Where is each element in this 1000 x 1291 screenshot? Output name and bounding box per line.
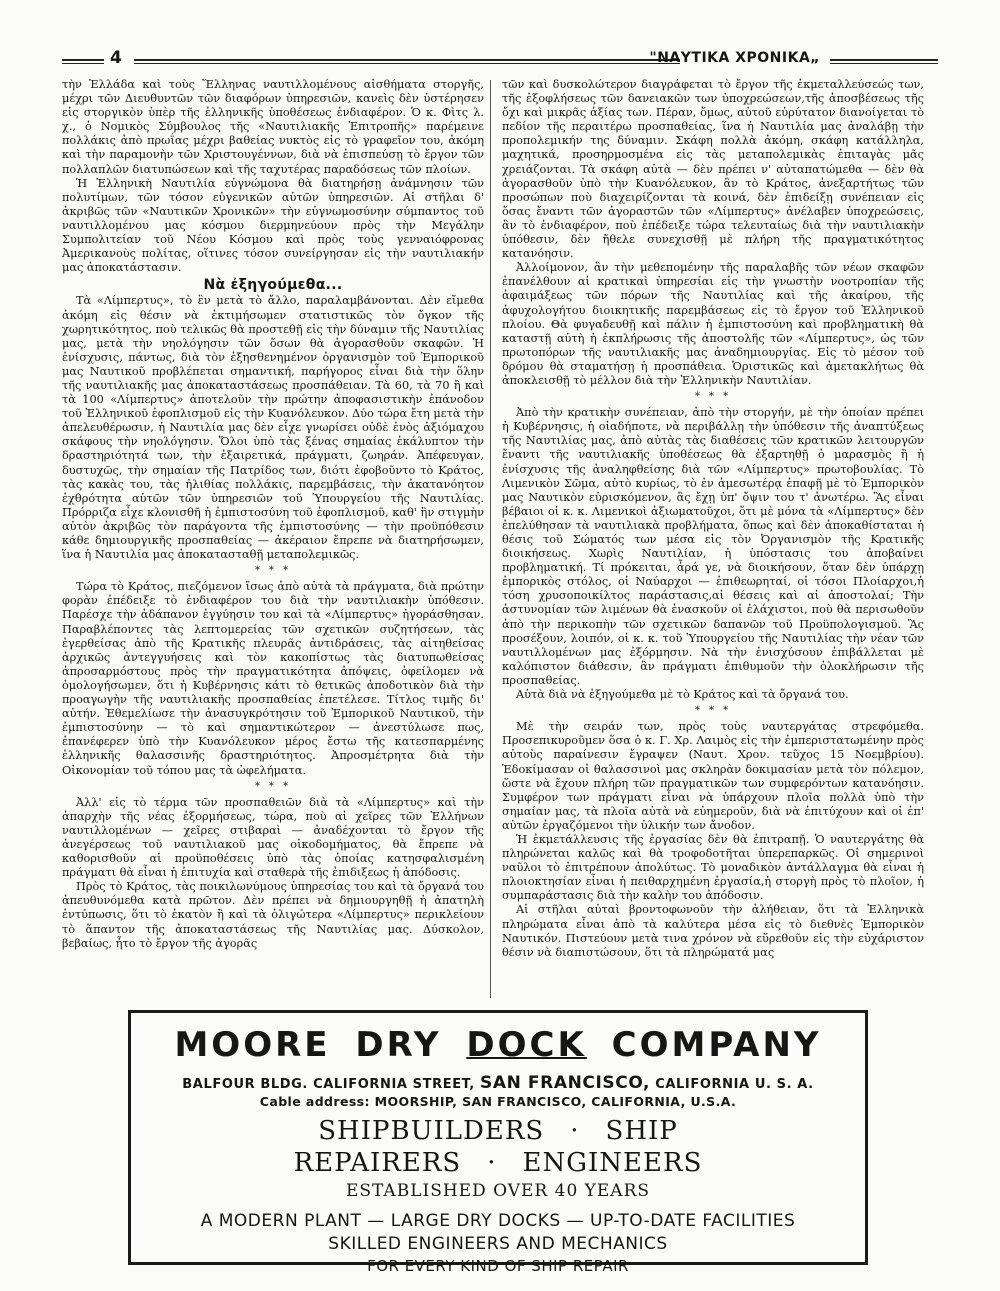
paragraph: Μὲ τὴν σειράν των, πρὸς τοὺς ναυτεργάτας στρεφόμεθα. Προσεπικυροῦμεν ὅσα ὁ κ. Γ. Χρ. Λαιμὸς εἰς τὴν ἐμπεριστατωμένην πρὸς αὐτοὺς παραίνεσιν ἔγραψεν (Ναυτ. Χρον. τεῦχος 15 Νοεμβρίου). Ἐδοκίμασαν οἱ θαλασσινοὶ μας σκληρὰν δοκιμασίαν μετὰ τὸν πόλεμον, ὥστε νὰ ἔχουν πλήρη τῶν πραγματικῶν των συμφερόντων κατανόησιν. Συμφέρον των πράγματι εἶναι νὰ ὑπάρχουν πλοῖα πολλὰ ὑπὸ τὴν σημαίαν μας, τὰ πλοῖα αὐτὰ νὰ εὐημεροῦν, διὰ νὰ ἐπιτύχουν καὶ οἱ ἐπ' αὐτῶν ἐργαζόμενοι τὴν ὑλικήν των ἄνοδον. (502, 720, 924, 832)
ad-company-word: DOCK (466, 1025, 587, 1065)
left-column (62, 78, 484, 998)
ad-company-word: COMPANY (611, 1025, 822, 1065)
section-separator: * * * (254, 780, 292, 792)
paragraph: Ἡ ἐκμετάλλευσις τῆς ἐργασίας δὲν θὰ ἐπιτραπῇ. Ὁ ναυτεργάτης θὰ πληρώνεται καλῶς καὶ θὰ τροφοδοτῆται ὑπερεπαρκῶς. Οἱ σημερινοὶ ναῦλοι τὸ ἐπιτρέπουν ἀπολύτως. Τὸ μοναδικὸν ἀντάλλαγμα θὰ εἶναι ἡ πλοιοκτησίαν εἶναι ἡ πειθαρχημένη ἐργασία,ἡ στοργὴ πρὸς τὸ πλοῖον, ἡ συμπαράστασις διὰ τὴν καλὴν του ἀπόδοσιν. (502, 832, 924, 903)
ad-service: ENGINEERS (522, 1148, 703, 1178)
paragraph: Ἀλλ' εἰς τὸ τέρμα τῶν προσπαθειῶν διὰ τὰ «Λίμπερτυς» καὶ τὴν ἀπαρχὴν τῆς νέας ἐξορμήσεως, τώρα, ποὺ αἱ χεῖρες τῶν Ἑλλήνων ναυτιλλομένων — χεῖρες στιβαραὶ — ἀναδέχονται τὸ ἔργον τῆς ἀνεγέρσεως τοῦ ναυτιλιακοῦ μας οἰκοδομήματος, θὰ ἔπρεπε νὰ καθορισθοῦν αἱ προϋποθέσεις ὑπὸ τὰς ὁποίας κατησφαλισμένη πράγματι θὰ εἶναι ἡ ἐπιτυχία καὶ σταθερὰ τῆς ἐπιδιξεως ἡ ἀπόδοσις. (62, 795, 484, 880)
paragraph: Ἀπὸ τὴν κρατικὴν συνέπειαν, ἀπὸ τὴν στοργήν, μὲ τὴν ὁποίαν πρέπει ἡ Κυβέρνησις, ἡ οἱαδήποτε, νὰ περιβάλλῃ τὴν ὑπόθεσιν τῆς ἀναπτύξεως τῆς Ναυτιλίας μας, ἀπὸ αὐτὰς τὰς διαθέσεις τῶν κρατικῶν λειτουργῶν ἔναντι τῆς ναυτιλιακῆς ὑποθέσεως θὰ ἐξαρτηθῇ ὁ μαρασμὸς ἢ ἡ ἐνίσχυσις τῆς ἀναληφθείσης διὰ τῶν «Λίμπερτυς» πρωτοβουλίας. Τὸ Λιμενικὸν Σῶμα, αὐτὸ κυρίως, τὸ ἐν ἀμεσωτέρᾳ ἐπαφῇ μὲ τὸ Ἐμπορικὸν μας Ναυτικὸν εὑρισκόμενον, ἂς ἔχῃ ὑπ' ὄψιν του τ' ἀνωτέρω. Ἂς εἶναι βέβαιοι οἱ κ. κ. Λιμενικοὶ ἀξιωματοῦχοι, ὅτι μὲ μόνα τὰ «Λίμπερτυς» δὲν ἐπελύθησαν τὰ ναυτιλιακὰ προβλήματα, ὅπως καὶ δὲν ἀποκαθίσταται ἡ θέσις τοῦ Σώματός των μέσα εἰς τὸν Ὀργανισμὸν τῆς Κρατικῆς διοικήσεως. Χωρὶς Ναυτιλίαν, ἡ ὑπόστασις του ἀποβαίνει προβληματική. Τί πρόκειται, ἆρά γε, νὰ διοικήσουν, ὅταν δὲν ὑπάρχῃ ἐμπορικὸς στόλος, οἱ Ναύαρχοι — ἐπιθεωρηταί, οἱ τόσοι Πλοίαρχοι,ἡ τόση χρυσοποικίλτος παράστασις,αἱ θέσεις καὶ αἱ ἀποστολαί; Τὴν ἀστυνομίαν τῶν λιμένων θὰ ἐνασκοῦν οἱ ἐλάχιστοι, ποὺ θὰ περισωθοῦν ἀπὸ τὴν περικοπὴν τῶν σχετικῶν δαπανῶν τοῦ Προϋπολογισμοῦ. Ἂς προσέξουν, λοιπόν, οἱ κ. κ. τοῦ Ὑπουργείου τῆς Ναυτιλίας τὴν νέαν τῶν ναυτιλλομένων μας ἐξόρμησιν. Νὰ τὴν ἐνισχύσουν ἐπιβάλλεται μὲ καλόπιστον διάθεσιν, ἂν πράγματι ἐπιθυμοῦν τὴν ὁλοκλήρωσιν τῆς προσπαθείας. (502, 406, 924, 687)
header-rule (134, 59, 680, 64)
ad-address-street: CALIFORNIA STREET, (313, 1077, 475, 1092)
section-separator: * * * (694, 391, 732, 403)
section-separator: * * * (694, 705, 732, 717)
page-number: 4 (110, 48, 122, 68)
advertisement-box (128, 1010, 868, 1275)
header-rule (830, 59, 938, 64)
ad-company-name (131, 1025, 865, 1065)
column-divider (490, 80, 491, 998)
page-header (62, 50, 938, 70)
ad-cable-address: Cable address: MOORSHIP, SAN FRANCISCO, CALIFORNIA, U.S.A. (259, 1094, 737, 1109)
paragraph: Τὰ «Λίμπερτυς», τὸ ἓν μετὰ τὸ ἄλλο, παραλαμβάνονται. Δὲν εἴμεθα ἀκόμη εἰς θέσιν νὰ ἐκτιμήσωμεν στατιστικῶς τὸν ὄγκον τῆς χωρητικότητος, ποὺ τελικῶς θὰ προστεθῇ εἰς τὴν δύναμιν τῆς Ναυτιλίας μας, μετὰ τὴν νηολόγησιν τῶν ὅσων θὰ ἀγορασθοῦν σκαφῶν. Ἡ ἐνίσχυσις, πάντως, διὰ τὸν ἐξησθενημένον ὀργανισμὸν τοῦ Ἐμπορικοῦ μας Ναυτικοῦ προβλέπεται σημαντική, παρήγορος εἶναι διὰ τὴν ὅλην τῆς ναυτιλιακῆς μας ἀποκαταστάσεως προσπάθειαν. Τὰ 60, τὰ 70 ἢ καὶ τὰ 100 «Λίμπερτυς» ἀποτελοῦν τὴν πρώτην ἀποφασιστικὴν ἐπάνοδον τοῦ Ἑλληνικοῦ ἐφοπλισμοῦ εἰς τὴν Κυανόλευκον. Δύο τώρα ἔτη μετὰ τὴν ἀπελευθέρωσιν, ἡ Ναυτιλία μας δὲν εἶχε γνωρίσει οὐδὲ ἑνὸς ἀξιόμαχου σκάφους τὴν νηολόγησιν. Ὅλοι ὑπὸ τὰς ξένας σημαίας ἐκάλυπτον τὴν δραστηριότητά των, τὴν ἐξαιρετικά, πράγματι, ζωηράν. Ἀπέφευγαν, δυστυχῶς, τὴν σημαίαν τῆς Πατρίδος των, διότι ἐφοβοῦντο τὸ Κράτος, τὰς κακὰς του, τὰς ἠλιθίας πολλάκις, παρεμβάσεις, τὴν ἀκατανόητον ἐχθρότητα αὐτῶν τῶν ὑπηρεσιῶν τοῦ Ὑπουργείου τῆς Ναυτιλίας. Πρόρριζα εἶχε κλονισθῆ ἡ ἐμπιστοσύνη τοῦ ἐφοπλισμοῦ, καθ' ἣν στιγμὴν αὐτὸν ἀκριβῶς τὸν παράγοντα τῆς ἐμπιστοσύνης — τὴν προϋπόθεσιν κάθε δημιουργικῆς προσπαθείας — ἀκέραιον ἔπρεπε νὰ διατηρήσωμεν, ἵνα ἡ Ναυτιλία μας ἀποκατασταθῇ μεταπολεμικῶς. (62, 294, 484, 562)
paragraph: τὴν Ἑλλάδα καὶ τοὺς Ἕλληνας ναυτιλλομένους αἰσθήματα στοργῆς, μέχρι τῶν Διευθυντῶν τῶν διαφόρων ὑπηρεσιῶν, κανεὶς δὲν ὑστέρησεν εἰς στοργικὸν ὑπὲρ τῆς ἑλληνικῆς ὑποθέσεως ἐνδιαφέρον. Ὁ κ. Φὶτς λ. χ., ὁ Νομικὸς Σύμβουλος τῆς «Ναυτιλιακῆς Ἐπιτροπῆς» παρέμεινε πολλάκις ἀπὸ πρωΐας μέχρι βαθείας νυκτὸς εἰς τὸ γραφεῖον του, ἀκόμη καὶ τὴν παραμονὴν τῶν Χριστουγέννων, διὰ νὰ ἐπισπεύσῃ τὸ ἔργον τῶν πολλαπλῶν διατυπώσεων καὶ τῆς ταχυτέρας παραδόσεως τῶν πλοίων. (62, 78, 484, 176)
ad-company-word: MOORE (174, 1025, 331, 1065)
ad-service: SHIP REPAIRERS (293, 1116, 678, 1178)
paragraph: Αἱ στῆλαι αὐταὶ βροντοφωνοῦν τὴν ἀλήθειαν, ὅτι τὰ Ἑλληνικὰ πληρώματα εἶναι ἀπὸ τὰ καλύτερα μέσα εἰς τὸ διεθνὲς Ἐμπορικὸν Ναυτικόν. Πιστεύουν μετὰ τινα χρόνον νὰ εὕρεθοῦν εἰς τὴν εὐχάριστον θέσιν νὰ διαπιστώσουν, ὅτι τὰ πληρώματά μας (502, 903, 924, 959)
ad-address-state: CALIFORNIA (655, 1077, 750, 1092)
ad-address-city: SAN FRANCISCO, (479, 1073, 651, 1093)
right-column (502, 78, 924, 998)
ad-services (131, 1115, 865, 1179)
ad-address (131, 1073, 865, 1093)
ad-address-country: U. S. A. (754, 1077, 814, 1092)
paragraph: Τώρα τὸ Κράτος, πιεζόμενον ἴσως ἀπὸ αὐτὰ τὰ πράγματα, διὰ πρώτην φορὰν ἐπέδειξε τὸ ἐνδιαφέρον του διὰ τὴν ναυτιλιακὴν ὑπόθεσιν. Παρέσχε τὴν ἀδάπανον ἐγγύησιν του καὶ τὰ «Λίμπερτυς» ἠγοράσθησαν. Παραβλέποντες τὰς λεπτομερείας τῶν σχετικῶν συζητήσεων, τὰς ἐγερθείσας ἀπὸ τῆς Κρατικῆς πλευρᾶς ἀντιδράσεις, τὰς αἰτηθείσας ἀρχικῶς ἀντεγγυήσεις καὶ τὸν κακοπίστως τὰς διατυπωθείσας ἀπροσαρμόστους πρὸς τὴν πραγματικότητα ἀπόψεις, ὀφείλομεν νὰ ὁμολογήσωμεν, ὅτι ἡ Κυβέρνησις κάτι τὸ θετικῶς ἀποδοτικὸν διὰ τὴν προαγωγὴν τῆς ναυτιλιακῆς προσπαθείας ἐπετέλεσε. Τίτλος τιμῆς δι' αὐτήν. Ἐθεμελίωσε τὴν ἀνασυγκρότησιν τοῦ Ἐμπορικοῦ Ναυτικοῦ, τὴν ἐμπιστοσύνην — τὸ καὶ σημαντικώτερον — ἀνεστύλωσε πως, ἐπανέφερεν ὑπὸ τὴν Κυανόλευκον μέρος ἔστω τῆς κατεσπαρμένης ἑλληνικῆς θαλασσινῆς δραστηριότητος. Ἀπροσμέτρητα διὰ τὴν Οἰκονομίαν τοῦ τόπου μας τὰ ὠφελήματα. (62, 580, 484, 777)
journal-title: "ΝΑΥΤΙΚΑ ΧΡΟΝΙΚΑ„ (649, 50, 820, 66)
header-rule (62, 59, 104, 64)
ad-every: FOR EVERY KIND OF SHIP REPAIR (367, 1257, 629, 1275)
paragraph: Ἀλλοίμονον, ἂν τὴν μεθεπομένην τῆς παραλαβῆς τῶν νέων σκαφῶν ἐπανέλθουν αἱ κρατικαὶ ὑπηρεσίαι εἰς τὴν γνωστὴν νοοτροπίαν τῆς ἀφαιμάξεως τῶν πόρων τῆς Ναυτιλίας καὶ τῆς ἀκαίρου, τῆς ἀφυχολογήτου διοικητικῆς παρεμβάσεως εἰς τὸ ἔργον τοῦ Ἑλληνικοῦ πλοίου. Θὰ φυγαδευθῇ καὶ πάλιν ἡ ἐμπιστοσύνη καὶ προβληματικὴ θὰ καταστῇ αὐτὴ ἡ ἐκπλήρωσις τῆς ἀποστολῆς τῶν «Λίμπερτυς», ὡς τῶν πρωτοπόρων τῆς ναυτιλιακῆς μας ἀναδημιουργίας. Εἰς τὸ μέσον τοῦ δρόμου θὰ σταματήσῃ ἡ προσπάθεια. Ὁριστικῶς καὶ ἀμετακλήτως θὰ ἀποκλεισθῇ τὸ μέλλον διὰ τὴν Ἑλληνικὴν Ναυτιλίαν. (502, 261, 924, 387)
ad-address-building: BALFOUR BLDG. (182, 1077, 308, 1092)
ad-separator: · (570, 1116, 580, 1146)
ad-established: ESTABLISHED OVER 40 YEARS (345, 1181, 651, 1201)
paragraph: Αὐτὰ διὰ νὰ ἐξηγούμεθα μὲ τὸ Κράτος καὶ τὰ ὄργανά του. (516, 688, 849, 702)
ad-plant: A MODERN PLANT — LARGE DRY DOCKS — UP-TO-DATE FACILITIES (200, 1211, 796, 1231)
ad-service: SHIPBUILDERS (318, 1116, 545, 1146)
section-heading: Νὰ ἐξηγούμεθα... (203, 277, 343, 294)
section-separator: * * * (254, 565, 292, 577)
article-body (62, 78, 938, 998)
ad-company-word: DRY (355, 1025, 442, 1065)
paragraph: Πρὸς τὸ Κράτος, τὰς ποικιλωνύμους ὑπηρεσίας του καὶ τὰ ὄργανά του ἀπευθυνόμεθα κατὰ πρῶτον. Δὲν πρέπει νὰ δημιουργηθῇ ἡ ἀπατηλὴ ἐντύπωσις, ὅτι τὸ ἑκατὸν ἢ καὶ τὰ ὀλιγώτερα «Λίμπερτυς» περικλείουν τὸ ἅπαντον τῆς ἀποκαταστάσεως τῆς Ναυτιλίας μας. Δύσκολον, βεβαίως, ἦτο τὸ ἔργον τῆς ἀγορᾶς (62, 880, 484, 950)
ad-separator: · (487, 1148, 497, 1178)
ad-skilled: SKILLED ENGINEERS AND MECHANICS (328, 1234, 668, 1254)
paragraph: τῶν καὶ δυσκολώτερον διαγράφεται τὸ ἔργον τῆς ἐκμεταλλεύσεώς των, τῆς ἐξοφλήσεως τῶν δανειακῶν των ὑποχρεώσεων,τῆς ἀποσβέσεως τῆς ὄχι καὶ μικρᾶς ἀξίας των. Πέραν, ὅμως, αὐτοῦ εὐρύτατον διανοίγεται τὸ πεδίον τῆς περαιτέρω προσπαθείας, ἵνα ἡ Ναυτιλία μας ἀναλάβῃ τὴν προπολεμικήν της δύναμιν. Σκάφη πολλὰ ἀκόμη, σκάφη κατάλληλα, μαχητικά, προσηρμοσμένα εἰς τὰς μεταπολεμικὰς ἐπιταγὰς μᾶς χρειάζονται. Τὰ σκάφη αὐτὰ — δὲν πρέπει ν' αὐταπατώμεθα — δὲν θὰ ἀγορασθοῦν ὑπὸ τὴν Κυανόλευκον, ἂν τὸ Κράτος, ἀνεξαρτήτως τῶν προσώπων ποὺ διαχειρίζονται τὰ κοινά, δὲν ἐπιδείξῃ συνέπειαν εἰς ὅσας ἔναντι τῶν ἀγοραστῶν τῶν «Λίμπερτυς» ἀνέλαβεν ὑποχρεώσεις, ἂν τὸ ἐνδιαφέρον, ποὺ ἐπέδειξε τώρα τελευταίως διὰ τὴν ναυτιλιακὴν ὑπόθεσιν, δὲν ἤθελε συνεχισθῇ μὲ πλήρη τῆς πραγματικότητος κατανόησιν. (502, 78, 924, 261)
paragraph: Ἡ Ἑλληνικὴ Ναυτιλία εὐγνώμονα θὰ διατηρήσῃ ἀνάμνησιν τῶν πολυτίμων, τῶν τόσον εὐγενικῶν αὐτῶν ὑπηρεσιῶν. Αἱ στῆλαι δ' ἀκριβῶς τῶν «Ναυτικῶν Χρονικῶν» τὴν εὐγνωμοσύνην σύμπαντος τοῦ ναυτιλλομένου μας κόσμου διερμηνεύουν πρὸς τὴν Μεγάλην Συμπολιτείαν τοῦ Νέου Κόσμου καὶ πρὸς τοὺς γενναιόφρονας Ἀμερικανοὺς πολίτας, οἵτινες τόσον συνείργησαν εἰς τὴν ναυτιλιακήν μας ἀποκατάστασιν. (62, 176, 484, 275)
